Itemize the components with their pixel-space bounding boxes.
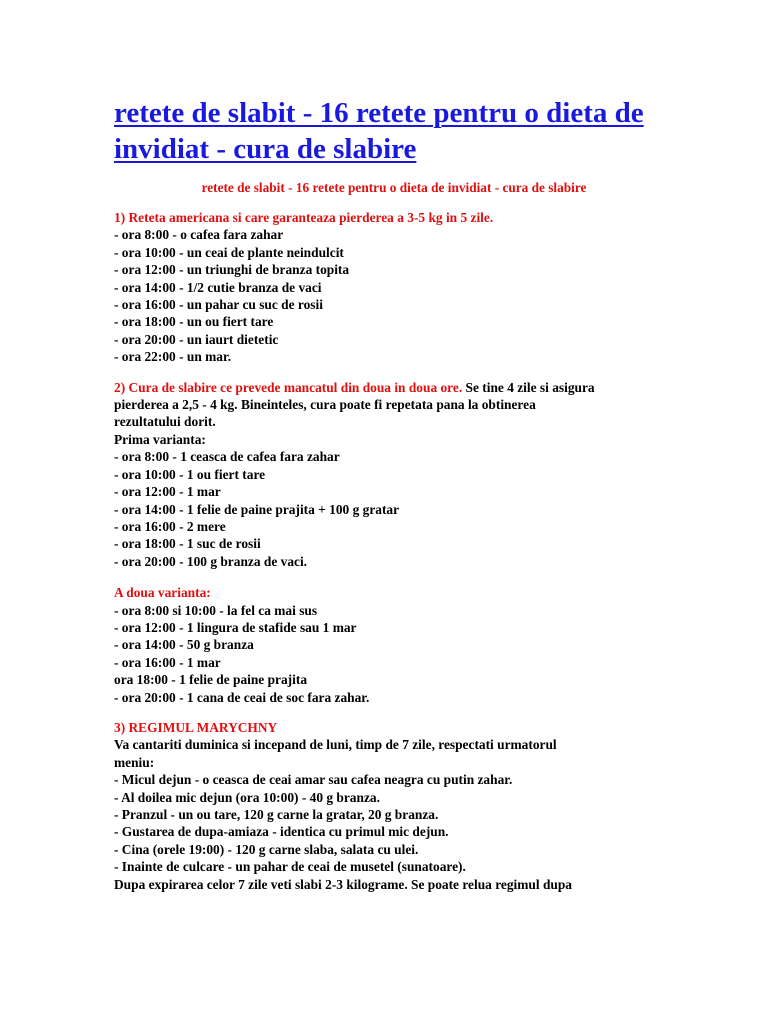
section-2-intro: Se tine 4 zile si asigura	[462, 379, 595, 395]
section-2-intro: pierderea a 2,5 - 4 kg. Bineinteles, cura poate fi repetata pana la obtinerea	[114, 397, 536, 413]
list-item: - ora 12:00 - 1 mar	[114, 484, 221, 500]
page-title-link[interactable]: retete de slabit - 16 retete pentru o dieta de invidiat - cura de slabire	[114, 97, 644, 165]
list-item: - ora 16:00 - 1 mar	[114, 654, 221, 670]
section-3-heading: 3) REGIMUL MARYCHNY	[114, 719, 278, 735]
list-item: - ora 14:00 - 1 felie de paine prajita + 100 g gratar	[114, 501, 400, 517]
list-item: - ora 20:00 - 1 cana de ceai de soc fara zahar.	[114, 689, 370, 705]
section-1-heading: 1) Reteta americana si care garanteaza pierderea a 3-5 kg in 5 zile.	[114, 210, 494, 225]
list-item: - ora 16:00 - un pahar cu suc de rosii	[114, 297, 323, 313]
paragraph-line: meniu:	[114, 754, 155, 770]
list-item: - ora 10:00 - 1 ou fiert tare	[114, 466, 266, 482]
list-item: - ora 14:00 - 50 g branza	[114, 637, 254, 653]
section-2	[114, 379, 674, 706]
section-2-heading-line	[114, 379, 674, 396]
paragraph-line: Dupa expirarea celor 7 zile veti slabi 2-3 kilograme. Se poate relua regimul dupa	[114, 876, 572, 892]
list-item: - Gustarea de dupa-amiaza - identica cu primul mic dejun.	[114, 824, 449, 840]
list-item: - ora 20:00 - un iaurt dietetic	[114, 331, 279, 347]
section-2-heading: 2) Cura de slabire ce prevede mancatul din doua in doua ore.	[114, 379, 463, 395]
document-page	[114, 95, 674, 893]
spacer	[114, 570, 674, 584]
list-item: - Pranzul - un ou tare, 120 g carne la gratar, 20 g branza.	[114, 807, 439, 822]
list-item: - ora 8:00 si 10:00 - la fel ca mai sus	[114, 602, 318, 618]
list-item: - ora 14:00 - 1/2 cutie branza de vaci	[114, 279, 322, 295]
list-item: - ora 18:00 - 1 suc de rosii	[114, 536, 261, 552]
variant-1-label: Prima varianta:	[114, 431, 206, 447]
section-3	[114, 719, 674, 893]
list-item: - ora 20:00 - 100 g branza de vaci.	[114, 553, 308, 569]
list-item: - Inainte de culcare - un pahar de ceai de musetel (sunatoare).	[114, 859, 466, 875]
list-item: - ora 8:00 - 1 ceasca de cafea fara zahar	[114, 449, 340, 465]
list-item: - ora 12:00 - 1 lingura de stafide sau 1 mar	[114, 619, 357, 635]
section-1	[114, 209, 674, 366]
variant-2-label: A doua varianta:	[114, 585, 211, 601]
list-item: - ora 16:00 - 2 mere	[114, 518, 226, 534]
paragraph-line: Va cantariti duminica si incepand de luni, timp de 7 zile, respectati urmatorul	[114, 737, 557, 753]
list-item: ora 18:00 - 1 felie de paine prajita	[114, 672, 308, 688]
list-item: - Micul dejun - o ceasca de ceai amar sau cafea neagra cu putin zahar.	[114, 772, 513, 788]
list-item: - Cina (orele 19:00) - 120 g carne slaba, salata cu ulei.	[114, 841, 419, 857]
subtitle: retete de slabit - 16 retete pentru o dieta de invidiat - cura de slabire	[201, 180, 587, 195]
list-item: - ora 10:00 - un ceai de plante neindulcit	[114, 244, 344, 260]
list-item: - Al doilea mic dejun (ora 10:00) - 40 g branza.	[114, 789, 380, 805]
section-2-intro: rezultatului dorit.	[114, 414, 216, 430]
list-item: - ora 12:00 - un triunghi de branza topita	[114, 262, 350, 278]
list-item: - ora 18:00 - un ou fiert tare	[114, 314, 274, 330]
list-item: - ora 22:00 - un mar.	[114, 349, 232, 365]
list-item: - ora 8:00 - o cafea fara zahar	[114, 227, 284, 243]
